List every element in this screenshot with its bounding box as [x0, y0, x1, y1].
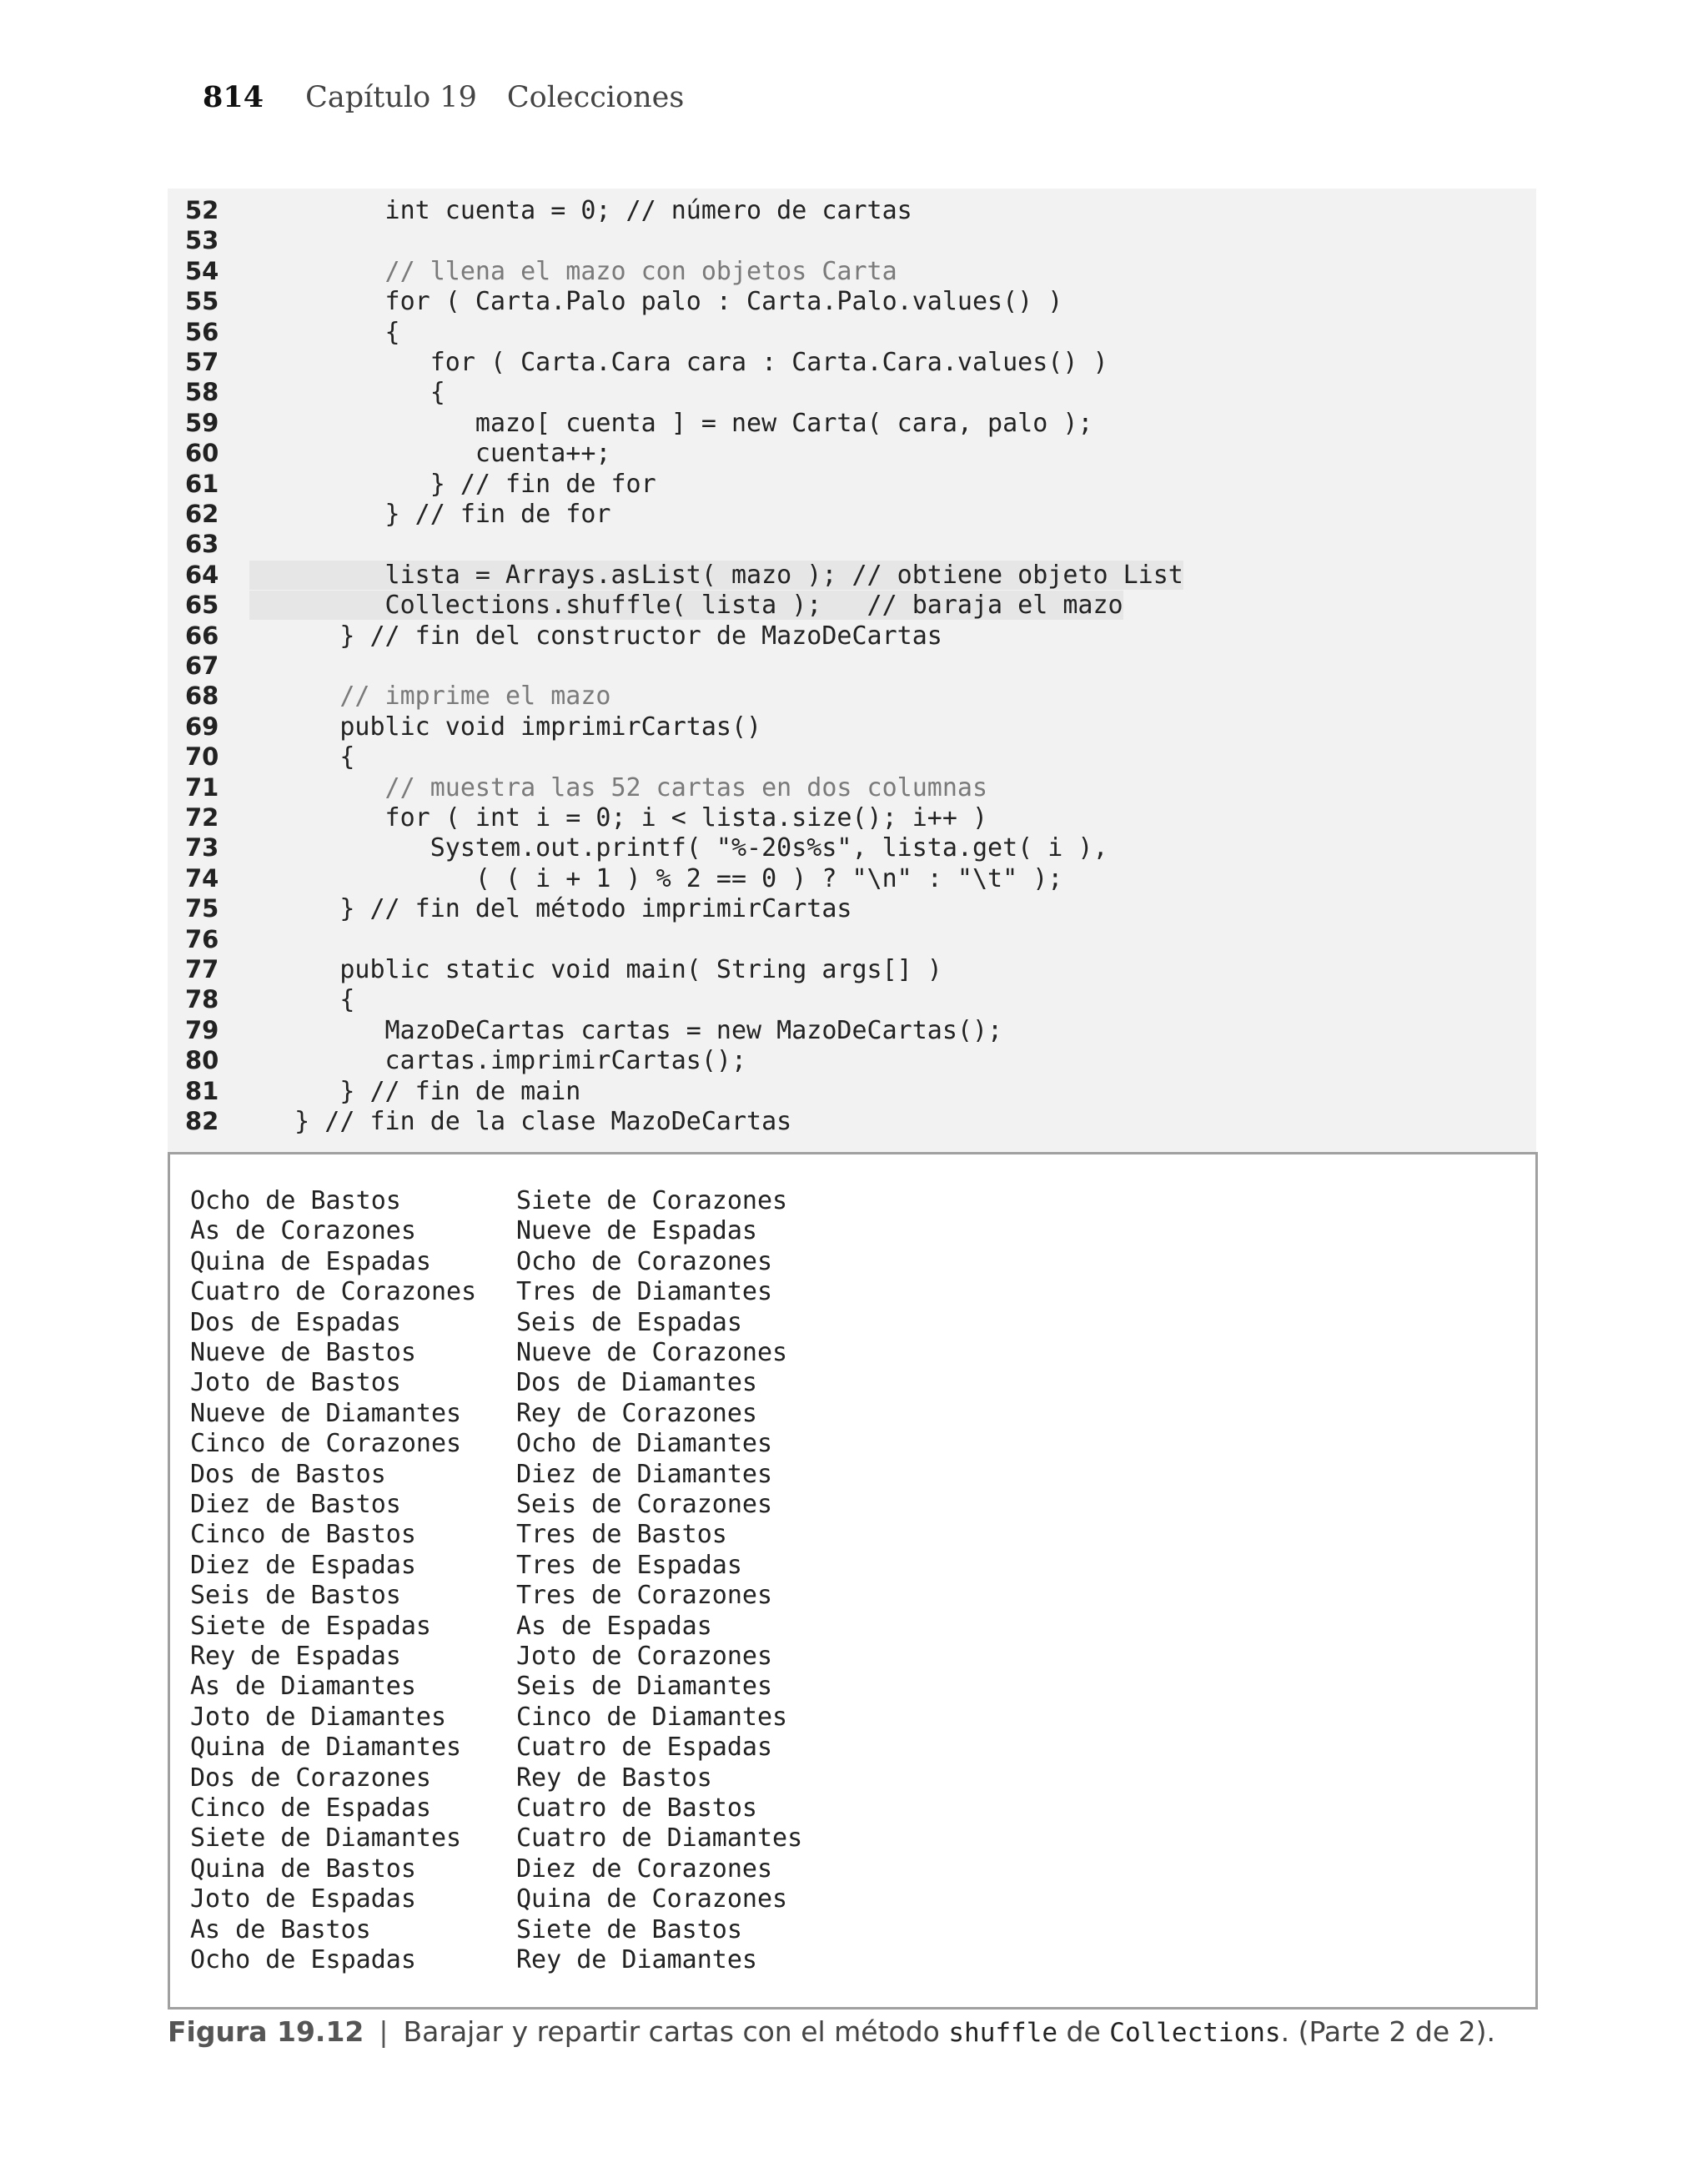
code-text: {	[249, 985, 355, 1015]
code-text: } // fin de for	[249, 469, 656, 499]
line-number: 73	[185, 833, 219, 863]
caption-part: . (Parte 2 de 2).	[1280, 2015, 1495, 2048]
code-text: {	[249, 317, 400, 347]
line-number: 54	[185, 256, 219, 285]
chapter-label: Capítulo 19	[305, 81, 477, 114]
line-number: 74	[185, 863, 219, 893]
output-col-1: Rey de Espadas	[190, 1642, 401, 1671]
line-number: 52	[185, 196, 219, 224]
code-line	[168, 438, 610, 468]
output-col-1: Cinco de Corazones	[190, 1429, 462, 1459]
line-number: 64	[185, 560, 219, 589]
output-col-2: Nueve de Corazones	[516, 1338, 788, 1367]
code-text: {	[249, 742, 355, 772]
code-line	[168, 681, 610, 711]
line-number: 55	[185, 287, 219, 316]
output-col-2: Tres de Espadas	[516, 1550, 742, 1580]
output-col-1: Diez de Bastos	[190, 1490, 401, 1519]
line-number: 72	[185, 803, 219, 832]
line-number: 59	[185, 408, 219, 437]
code-text: public void imprimirCartas()	[249, 712, 762, 742]
code-line	[168, 590, 1123, 620]
line-number: 60	[185, 439, 219, 468]
code-text: for ( int i = 0; i < lista.size(); i++ )	[249, 803, 988, 832]
code-text: public static void main( String args[] )	[249, 955, 942, 984]
page-header	[203, 80, 684, 114]
output-col-2: Siete de Bastos	[516, 1914, 742, 1944]
code-text: cuenta++;	[249, 439, 611, 469]
line-number: 66	[185, 621, 219, 650]
figure-number: Figura 19.12	[168, 2015, 364, 2048]
output-col-1: Joto de Bastos	[190, 1368, 401, 1398]
code-line	[168, 1015, 1002, 1045]
output-col-1: Quina de Espadas	[190, 1246, 431, 1276]
output-col-2: Rey de Corazones	[516, 1398, 757, 1428]
code-line	[168, 499, 610, 529]
output-col-2: Ocho de Corazones	[516, 1246, 773, 1276]
code-text: lista = Arrays.asList( mazo ); // obtiene objeto List	[249, 560, 1183, 590]
code-line	[168, 712, 761, 742]
line-number: 53	[185, 226, 219, 255]
code-text: for ( Carta.Cara cara : Carta.Cara.values() )	[249, 348, 1108, 377]
code-text: } // fin del método imprimirCartas	[249, 894, 852, 924]
code-listing	[168, 189, 1536, 1152]
output-col-1: Seis de Bastos	[190, 1581, 401, 1611]
caption-text-de: de	[1066, 2015, 1101, 2048]
code-line	[168, 924, 249, 954]
code-text: Collections.shuffle( lista ); // baraja el mazo	[249, 591, 1123, 621]
code-text: mazo[ cuenta ] = new Carta( cara, palo );	[249, 408, 1093, 438]
caption-code-collections: Collections	[1109, 2018, 1281, 2048]
line-number: 79	[185, 1015, 219, 1044]
output-col-1: As de Corazones	[190, 1216, 416, 1246]
output-col-2: Joto de Corazones	[516, 1642, 773, 1671]
output-col-2: Nueve de Espadas	[516, 1216, 757, 1246]
output-col-1: Joto de Diamantes	[190, 1702, 447, 1732]
output-col-1: Dos de Corazones	[190, 1763, 431, 1793]
code-text: for ( Carta.Palo palo : Carta.Palo.values() )	[249, 287, 1063, 317]
output-col-2: Cinco de Diamantes	[516, 1702, 788, 1732]
output-col-1: Nueve de Bastos	[190, 1338, 416, 1367]
code-line	[168, 1106, 791, 1136]
output-col-2: Cuatro de Diamantes	[516, 1823, 803, 1854]
output-col-2: Tres de Bastos	[516, 1520, 727, 1550]
line-number: 68	[185, 682, 219, 711]
output-col-2: Quina de Corazones	[516, 1884, 788, 1914]
output-col-1: Cinco de Espadas	[190, 1793, 431, 1823]
output-col-2: Seis de Corazones	[516, 1490, 773, 1519]
line-number: 61	[185, 469, 219, 498]
code-text: } // fin de la clase MazoDeCartas	[249, 1107, 792, 1136]
code-line	[168, 621, 942, 651]
output-col-1: As de Diamantes	[190, 1672, 416, 1702]
code-line	[168, 225, 249, 255]
output-col-2: As de Espadas	[516, 1611, 712, 1641]
code-line	[168, 893, 851, 923]
section-label: Colecciones	[506, 81, 685, 114]
output-col-1: Quina de Diamantes	[190, 1733, 462, 1763]
program-output	[168, 1152, 1538, 2009]
output-col-2: Ocho de Diamantes	[516, 1429, 773, 1459]
line-number: 56	[185, 317, 219, 346]
output-col-1: Dos de Bastos	[190, 1459, 386, 1489]
output-col-2: Tres de Corazones	[516, 1581, 773, 1611]
output-col-2: Cuatro de Espadas	[516, 1733, 773, 1763]
line-number: 76	[185, 924, 219, 953]
line-number: 78	[185, 985, 219, 1014]
code-text: // imprime el mazo	[249, 682, 611, 712]
output-col-1: Siete de Espadas	[190, 1611, 431, 1641]
output-col-2: Rey de Diamantes	[516, 1945, 757, 1974]
line-number: 80	[185, 1046, 219, 1075]
output-col-2: Rey de Bastos	[516, 1763, 712, 1793]
line-number: 70	[185, 742, 219, 772]
code-line	[168, 256, 897, 286]
output-col-1: Ocho de Bastos	[190, 1186, 401, 1215]
code-line	[168, 863, 1062, 893]
code-text: MazoDeCartas cartas = new MazoDeCartas();	[249, 1015, 1003, 1045]
output-col-1: Joto de Espadas	[190, 1884, 416, 1914]
code-text: } // fin de for	[249, 500, 611, 529]
output-col-1: Nueve de Diamantes	[190, 1398, 462, 1428]
code-line	[168, 529, 249, 559]
code-text: } // fin del constructor de MazoDeCartas	[249, 621, 942, 651]
code-line	[168, 984, 354, 1014]
code-text: // llena el mazo con objetos Carta	[249, 256, 897, 286]
output-col-1: Ocho de Espadas	[190, 1945, 416, 1974]
output-col-1: Dos de Espadas	[190, 1307, 401, 1337]
code-line	[168, 286, 1062, 316]
output-col-1: Cinco de Bastos	[190, 1520, 416, 1550]
output-col-2: Diez de Diamantes	[516, 1459, 773, 1489]
code-line	[168, 317, 400, 347]
code-line	[168, 560, 1183, 590]
caption-text: Barajar y repartir cartas con el método	[403, 2015, 940, 2048]
code-line	[168, 651, 249, 681]
code-line	[168, 802, 987, 832]
output-col-2: Siete de Corazones	[516, 1186, 788, 1215]
line-number: 57	[185, 348, 219, 376]
code-line	[168, 1076, 580, 1106]
line-number: 82	[185, 1107, 219, 1135]
code-text: {	[249, 378, 445, 408]
line-number: 63	[185, 530, 219, 559]
output-col-1: Siete de Diamantes	[190, 1823, 462, 1854]
line-number: 77	[185, 955, 219, 983]
code-line	[168, 832, 1108, 863]
code-line	[168, 469, 656, 499]
code-text: // muestra las 52 cartas en dos columnas	[249, 772, 988, 802]
line-number: 67	[185, 651, 219, 680]
output-col-2: Seis de Diamantes	[516, 1672, 773, 1702]
line-number: 71	[185, 772, 219, 802]
caption-code-shuffle: shuffle	[948, 2018, 1058, 2048]
output-col-2: Seis de Espadas	[516, 1307, 742, 1337]
output-col-2: Tres de Diamantes	[516, 1277, 773, 1307]
line-number: 62	[185, 500, 219, 528]
output-col-1: Cuatro de Corazones	[190, 1277, 477, 1307]
code-line	[168, 1045, 746, 1075]
code-line	[168, 742, 354, 772]
page-number: 814	[203, 80, 264, 114]
line-number: 75	[185, 894, 219, 923]
figure-caption: Figura 19.12 | Barajar y repartir cartas con el método shuffle de Collections. (Parte 2 de 2).	[168, 2015, 1495, 2048]
line-number: 69	[185, 712, 219, 741]
output-col-1: Quina de Bastos	[190, 1854, 416, 1884]
line-number: 81	[185, 1076, 219, 1105]
output-col-1: Diez de Espadas	[190, 1550, 416, 1580]
output-col-2: Diez de Corazones	[516, 1854, 773, 1884]
code-line	[168, 195, 912, 225]
code-text: int cuenta = 0; // número de cartas	[249, 196, 912, 225]
code-line	[168, 408, 1093, 438]
code-text: cartas.imprimirCartas();	[249, 1046, 747, 1076]
output-col-1: As de Bastos	[190, 1914, 371, 1944]
code-line	[168, 954, 942, 984]
code-line	[168, 377, 445, 407]
code-text: ( ( i + 1 ) % 2 == 0 ) ? "\n" : "\t" );	[249, 863, 1063, 893]
line-number: 65	[185, 591, 219, 620]
output-col-2: Dos de Diamantes	[516, 1368, 757, 1398]
code-text: } // fin de main	[249, 1076, 581, 1106]
line-number: 58	[185, 378, 219, 407]
output-col-2: Cuatro de Bastos	[516, 1793, 757, 1823]
code-line	[168, 347, 1108, 377]
code-text: System.out.printf( "%-20s%s", lista.get( i ),	[249, 833, 1108, 863]
code-line	[168, 772, 987, 802]
